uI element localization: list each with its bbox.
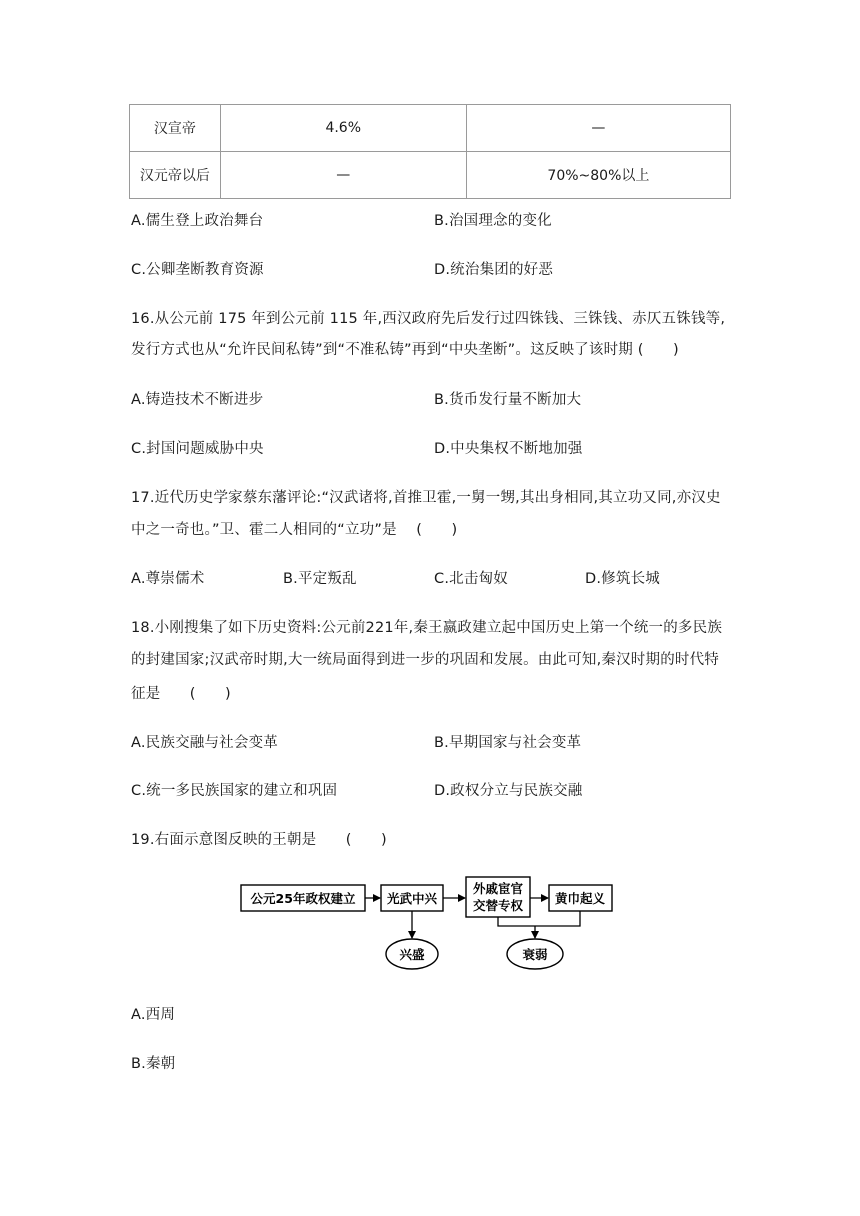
flow-oval-decline-label: 衰弱 xyxy=(522,947,548,962)
flow-box-founding-label: 公元25年政权建立 xyxy=(250,891,356,906)
data-table xyxy=(129,104,731,199)
q18-stem-line3: 征是 ( ) xyxy=(131,686,231,702)
table-cell: 4.6% xyxy=(220,105,466,152)
q17-stem-line1: 17.近代历史学家蔡东藩评论:“汉武诸将,首推卫霍,一舅一甥,其出身相同,其立功又同,亦汉史 xyxy=(131,490,721,506)
q19-option-a: A.西周 xyxy=(131,1007,176,1023)
q19-stem: 19.右面示意图反映的王朝是 ( ) xyxy=(131,832,387,848)
q16-option-b: B.货币发行量不断加大 xyxy=(434,392,582,408)
q17-stem-line2: 中之一奇也。”卫、霍二人相同的“立功”是 ( ) xyxy=(131,522,458,538)
q17-option-b: B.平定叛乱 xyxy=(283,571,357,587)
q18-option-d: D.政权分立与民族交融 xyxy=(434,783,583,799)
flow-box-autocracy-label-2: 交替专权 xyxy=(472,898,524,913)
q15-option-b: B.治国理念的变化 xyxy=(434,213,552,229)
q17-option-d: D.修筑长城 xyxy=(585,571,660,587)
q15-option-d: D.统治集团的好恶 xyxy=(434,262,554,278)
flow-box-uprising-label: 黄巾起义 xyxy=(554,891,606,906)
table-cell: 70%~80%以上 xyxy=(466,152,730,199)
dynasty-flow-diagram xyxy=(238,874,618,974)
q16-option-d: D.中央集权不断地加强 xyxy=(434,441,583,457)
q18-option-b: B.早期国家与社会变革 xyxy=(434,735,582,751)
q17-option-a: A.尊崇儒术 xyxy=(131,571,205,587)
table-cell: — xyxy=(466,105,730,152)
q16-stem-line2: 发行方式也从“允许民间私铸”到“不准私铸”再到“中央垄断”。这反映了该时期 ( ) xyxy=(131,342,679,358)
table-row xyxy=(130,105,731,152)
table-cell: 汉元帝以后 xyxy=(130,152,221,199)
q19-option-b: B.秦朝 xyxy=(131,1056,176,1072)
q17-option-c: C.北击匈奴 xyxy=(434,571,508,587)
flow-box-revival-label: 光武中兴 xyxy=(386,891,438,906)
table-row xyxy=(130,152,731,199)
table-cell: 汉宣帝 xyxy=(130,105,221,152)
flow-box-autocracy-label-1: 外戚宦官 xyxy=(472,881,524,896)
q18-stem-line1: 18.小刚搜集了如下历史资料:公元前221年,秦王嬴政建立起中国历史上第一个统一的多民族 xyxy=(131,620,723,636)
q18-stem-line2: 的封建国家;汉武帝时期,大一统局面得到进一步的巩固和发展。由此可知,秦汉时期的时代特 xyxy=(131,652,719,668)
q16-option-c: C.封国问题威胁中央 xyxy=(131,441,264,457)
q16-option-a: A.铸造技术不断进步 xyxy=(131,392,264,408)
table-cell: — xyxy=(220,152,466,199)
q15-option-a: A.儒生登上政治舞台 xyxy=(131,213,264,229)
q18-option-c: C.统一多民族国家的建立和巩固 xyxy=(131,783,338,799)
q15-option-c: C.公卿垄断教育资源 xyxy=(131,262,264,278)
q16-stem-line1: 16.从公元前 175 年到公元前 115 年,西汉政府先后发行过四铢钱、三铢钱、赤仄五铢钱等, xyxy=(131,311,726,327)
flow-oval-prosper-label: 兴盛 xyxy=(399,947,425,962)
q18-option-a: A.民族交融与社会变革 xyxy=(131,735,278,751)
